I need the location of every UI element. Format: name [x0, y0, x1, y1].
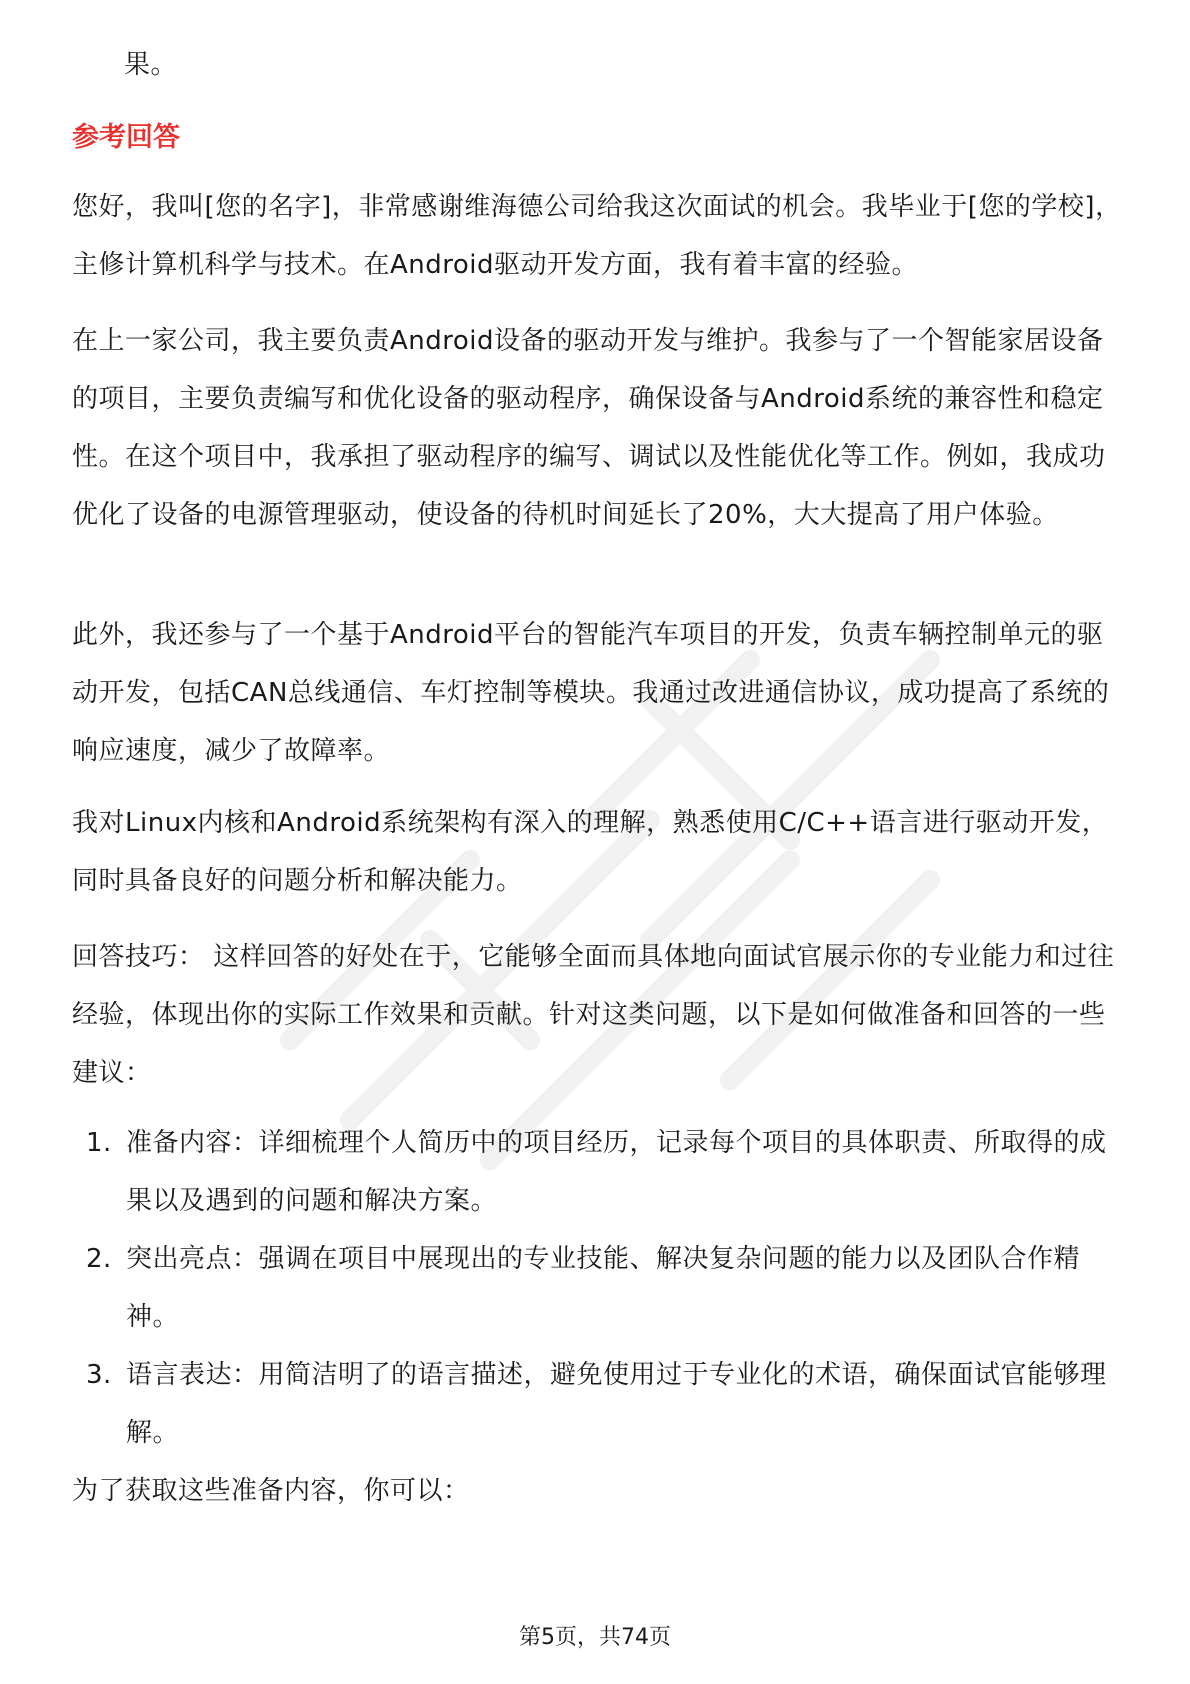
paragraph-tips: 回答技巧： 这样回答的好处在于，它能够全面而具体地向面试官展示你的专业能力和过往经验，体现出你的实际工作效果和贡献。针对这类问题，以下是如何做准备和回答的一些建议：	[72, 942, 1115, 1088]
paragraph-automotive: 此外，我还参与了一个基于Android平台的智能汽车项目的开发，负责车辆控制单元的驱动开发，包括CAN总线通信、车灯控制等模块。我通过改进通信协议，成功提高了系统的响应速度，减少了故障率。	[72, 620, 1110, 766]
list-number: 1.	[86, 1128, 112, 1158]
paragraph-closing: 为了获取这些准备内容，你可以：	[72, 1476, 470, 1506]
section-heading: 参考回答	[72, 122, 180, 153]
page-number: 第5页，共74页	[519, 1625, 671, 1650]
list-text: 突出亮点：强调在项目中展现出的专业技能、解决复杂问题的能力以及团队合作精神。	[126, 1244, 1081, 1332]
continuation-text: 果。	[124, 50, 178, 80]
list-item	[72, 1230, 1132, 1346]
list-text: 准备内容：详细梳理个人简历中的项目经历，记录每个项目的具体职责、所取得的成果以及遇到的问题和解决方案。	[126, 1128, 1107, 1216]
paragraph-experience: 在上一家公司，我主要负责Android设备的驱动开发与维护。我参与了一个智能家居设备的项目，主要负责编写和优化设备的驱动程序，确保设备与Android系统的兼容性和稳定性。在这个项目中，我承担了驱动程序的编写、调试以及性能优化等工作。例如，我成功优化了设备的电源管理驱动，使设备的待机时间延长了20%，大大提高了用户体验。	[72, 326, 1106, 530]
paragraph-intro: 您好，我叫[您的名字]，非常感谢维海德公司给我这次面试的机会。我毕业于[您的学校]，主修计算机科学与技术。在Android驱动开发方面，我有着丰富的经验。	[72, 192, 1122, 280]
list-item	[72, 1114, 1132, 1230]
list-item	[72, 1346, 1132, 1462]
list-text: 语言表达：用简洁明了的语言描述，避免使用过于专业化的术语，确保面试官能够理解。	[126, 1360, 1107, 1448]
advice-list	[72, 1114, 1132, 1462]
paragraph-skills: 我对Linux内核和Android系统架构有深入的理解，熟悉使用C/C++语言进行驱动开发，同时具备良好的问题分析和解决能力。	[72, 808, 1109, 896]
list-number: 3.	[86, 1360, 112, 1390]
list-number: 2.	[86, 1244, 112, 1274]
